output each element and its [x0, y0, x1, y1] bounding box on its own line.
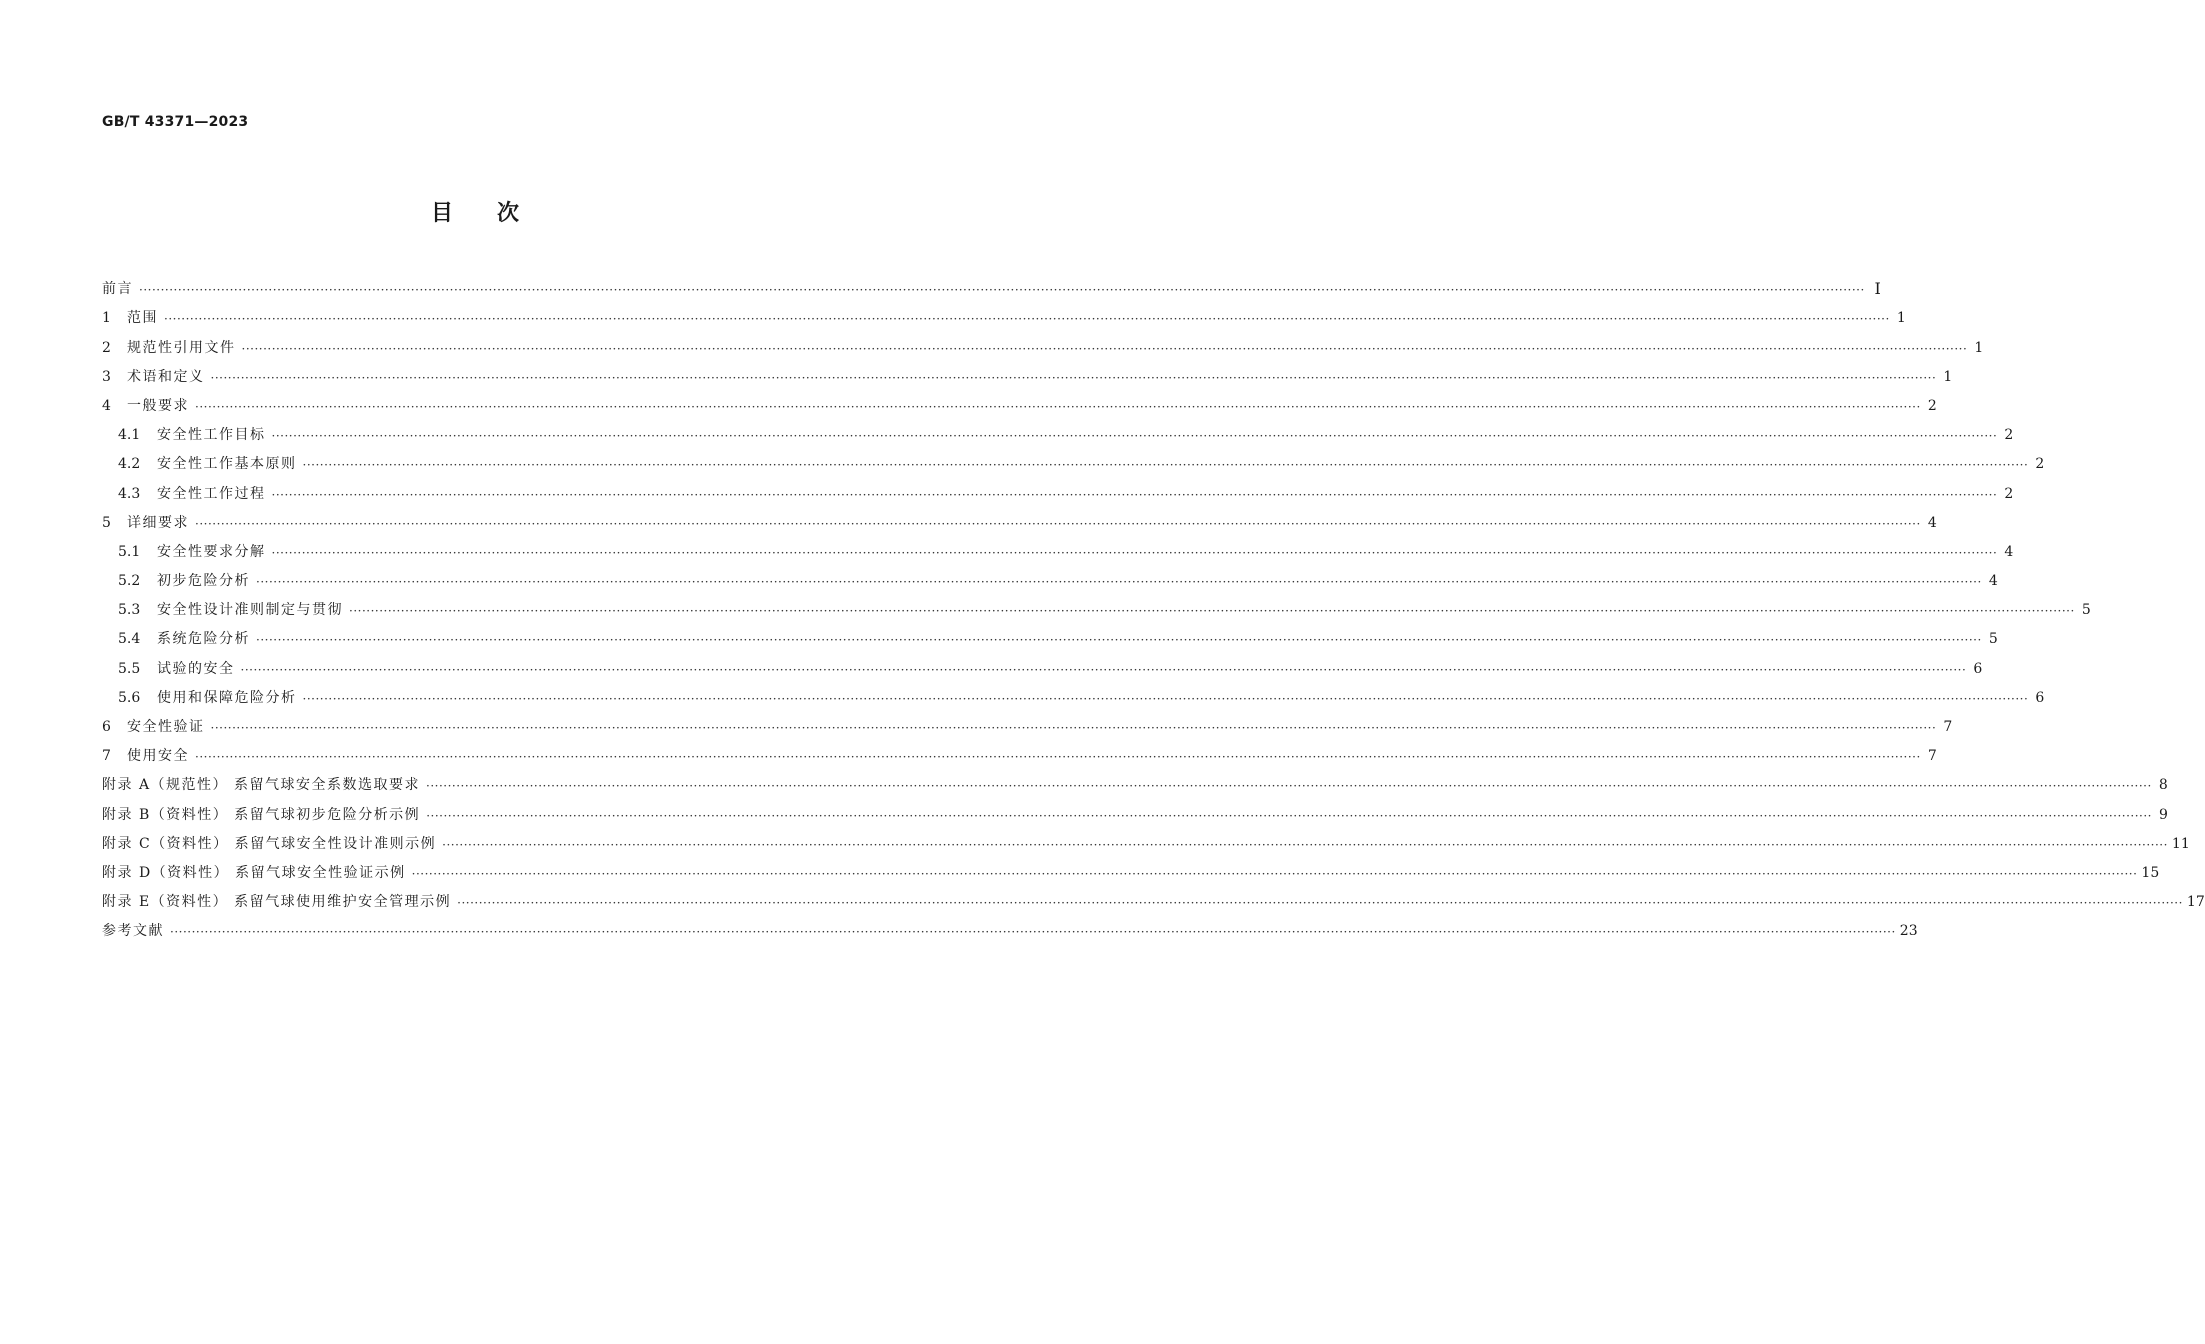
toc-entry-page: 2 — [2004, 485, 2014, 502]
toc-entry-title: 一般要求 — [127, 397, 189, 414]
toc-entry-page: 5 — [2081, 602, 2091, 619]
toc-entry-number: 5.5 — [118, 660, 141, 677]
toc-entry-title: 规范性引用文件 — [127, 339, 236, 356]
toc-entry-number: 2 — [102, 339, 111, 356]
dot-leader: ················································································································································································································································································································································································································ — [302, 691, 2029, 706]
toc-entry-page: 4 — [1988, 573, 1998, 590]
toc-entry[interactable] — [102, 533, 2014, 562]
toc-entry[interactable] — [102, 387, 1937, 416]
toc-entry-page: 1 — [1943, 368, 1953, 385]
toc-entry-title: 使用和保障危险分析 — [157, 689, 297, 706]
dot-leader: ················································································································································································································································································································································································································ — [139, 283, 1865, 298]
toc-entry-page: 6 — [2035, 689, 2045, 706]
dot-leader: ················································································································································································································································································································································································································ — [256, 633, 1982, 648]
toc-entry-number: 4.1 — [118, 427, 141, 444]
toc-entry-page: 4 — [2004, 543, 2014, 560]
toc-entry-title: 安全性设计准则制定与贯彻 — [157, 602, 343, 619]
toc-entry-page: 15 — [2141, 864, 2160, 881]
toc-entry[interactable] — [102, 854, 2160, 883]
toc-entry-title: 安全性要求分解 — [157, 543, 266, 560]
toc-entry[interactable] — [102, 620, 1998, 649]
toc-entry[interactable] — [102, 504, 1937, 533]
toc-entry-page: Ⅰ — [1874, 279, 1881, 299]
dot-leader: ················································································································································································································································································································································································································ — [240, 662, 1967, 677]
toc-entry-title: 安全性工作基本原则 — [157, 456, 297, 473]
toc-entry-number: 6 — [102, 719, 111, 735]
toc-entry-title: 前言 — [102, 281, 133, 298]
toc-entry-number: 4.3 — [118, 485, 141, 502]
dot-leader: ················································································································································································································································································································································································································ — [349, 604, 2075, 619]
dot-leader: ················································································································································································································································································································································································································ — [271, 429, 1998, 444]
toc-entry-number: 5 — [102, 514, 111, 531]
toc-entry-page: 2 — [2035, 456, 2045, 473]
toc-entry-title: 术语和定义 — [127, 368, 205, 385]
toc-entry[interactable] — [102, 591, 2091, 620]
toc-entry[interactable] — [102, 328, 1984, 357]
toc-entry-title: 详细要求 — [127, 514, 189, 531]
table-of-contents — [102, 270, 2205, 941]
toc-entry-number: 5.4 — [118, 631, 141, 648]
toc-entry[interactable] — [102, 562, 1998, 591]
toc-entry-number: 5.2 — [118, 573, 141, 590]
toc-entry[interactable] — [102, 299, 1906, 328]
toc-entry-number: 5.6 — [118, 689, 141, 706]
toc-entry[interactable] — [102, 445, 2045, 474]
dot-leader: ················································································································································································································································································································································································································ — [210, 370, 1937, 385]
toc-entry[interactable] — [102, 649, 1983, 678]
toc-entry-title: 安全性工作过程 — [157, 485, 266, 502]
toc-entry[interactable] — [102, 912, 1918, 941]
toc-entry-number: 1 — [102, 310, 111, 327]
toc-entry-page: 2 — [2004, 427, 2014, 444]
toc-entry-page: 7 — [1927, 748, 1937, 765]
toc-entry[interactable] — [102, 358, 1953, 387]
toc-entry-number: 4.2 — [118, 456, 141, 473]
toc-entry[interactable] — [102, 416, 2014, 445]
dot-leader: ················································································································································································································································································································································································································ — [271, 487, 1998, 502]
toc-entry[interactable] — [102, 737, 1937, 766]
dot-leader: ················································································································································································································································································································································································································ — [426, 779, 2152, 794]
toc-entry[interactable] — [102, 708, 1953, 737]
toc-entry[interactable] — [102, 795, 2168, 824]
toc-entry[interactable] — [102, 825, 2190, 854]
toc-entry[interactable] — [102, 474, 2014, 503]
dot-leader: ················································································································································································································································································································································································································ — [457, 896, 2183, 911]
toc-entry-page: 17 — [2186, 894, 2205, 911]
toc-entry-page: 6 — [1973, 660, 1983, 677]
dot-leader: ················································································································································································································································································································································································································ — [271, 545, 1998, 560]
dot-leader: ················································································································································································································································································································································································································ — [442, 837, 2168, 852]
toc-entry[interactable] — [102, 270, 1881, 299]
toc-entry-number: 4 — [102, 397, 111, 414]
toc-entry-number: 3 — [102, 368, 111, 385]
toc-entry-title: 初步危险分析 — [157, 573, 250, 590]
dot-leader: ················································································································································································································································································································································································································ — [170, 925, 1896, 940]
toc-entry-title: 附录 B（资料性） 系留气球初步危险分析示例 — [102, 806, 421, 823]
toc-entry-title: 附录 E（资料性） 系留气球使用维护安全管理示例 — [102, 894, 452, 911]
toc-entry-page: 11 — [2171, 835, 2190, 852]
toc-title: 目次 — [430, 201, 563, 226]
toc-entry-number: 5.3 — [118, 602, 141, 619]
dot-leader: ················································································································································································································································································································································································································ — [210, 721, 1937, 735]
toc-entry-title: 范围 — [127, 310, 158, 327]
toc-entry-title: 参考文献 — [102, 923, 164, 940]
toc-entry-page: 2 — [1927, 397, 1937, 414]
toc-entry-title: 安全性验证 — [127, 719, 205, 735]
toc-entry-title: 附录 D（资料性） 系留气球安全性验证示例 — [102, 864, 406, 881]
toc-entry-page: 1 — [1896, 310, 1906, 327]
toc-entry-title: 附录 C（资料性） 系留气球安全性设计准则示例 — [102, 835, 437, 852]
dot-leader: ················································································································································································································································································································································································································ — [164, 312, 1890, 327]
toc-entry-page: 8 — [2158, 777, 2168, 794]
dot-leader: ················································································································································································································································································································································································································ — [256, 575, 1982, 590]
dot-leader: ················································································································································································································································································································································································································ — [195, 750, 1921, 765]
toc-entry-title: 附录 A（规范性） 系留气球安全系数选取要求 — [102, 777, 421, 794]
toc-entry-title: 使用安全 — [127, 748, 189, 765]
dot-leader: ················································································································································································································································································································································································································ — [302, 458, 2029, 473]
toc-entry[interactable] — [102, 883, 2205, 912]
toc-entry-page: 23 — [1899, 923, 1918, 940]
toc-entry-page: 4 — [1927, 514, 1937, 531]
dot-leader: ················································································································································································································································································································································································································ — [195, 516, 1921, 531]
dot-leader: ················································································································································································································································································································································································································ — [195, 399, 1921, 414]
toc-entry[interactable] — [102, 679, 2045, 708]
dot-leader: ················································································································································································································································································································································································································ — [426, 808, 2152, 823]
toc-entry-number: 5.1 — [118, 543, 141, 560]
toc-entry-page: 7 — [1943, 719, 1953, 735]
toc-entry-page: 5 — [1988, 631, 1998, 648]
standard-code: GB/T 43371—2023 — [102, 114, 249, 130]
toc-entry-page: 1 — [1974, 339, 1984, 356]
toc-entry-title: 系统危险分析 — [157, 631, 250, 648]
dot-leader: ················································································································································································································································································································································································································ — [411, 866, 2138, 881]
toc-entry-title: 试验的安全 — [157, 660, 235, 677]
toc-entry-title: 安全性工作目标 — [157, 427, 266, 444]
toc-entry-page: 9 — [2159, 806, 2168, 823]
toc-entry[interactable] — [102, 766, 2168, 795]
dot-leader: ················································································································································································································································································································································································································ — [241, 341, 1968, 356]
toc-entry-number: 7 — [102, 748, 111, 765]
